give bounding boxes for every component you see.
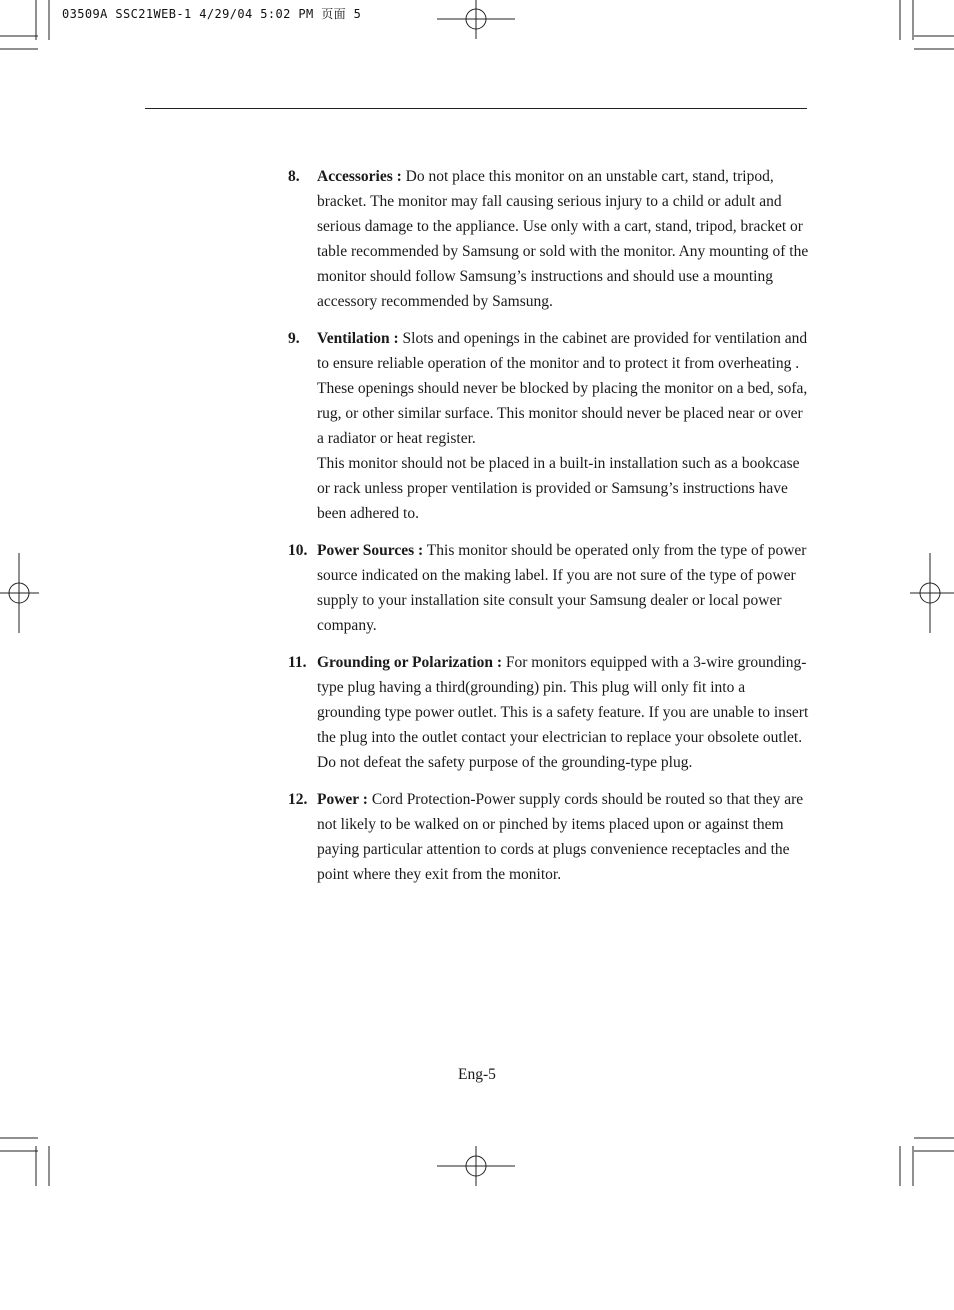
item-paragraph-text: This monitor should be operated only from the type of power source indicated on the making label. If you are not sure of the type of power supply to your installation site consult your Samsung dealer or local power company. <box>317 542 807 634</box>
item-paragraph <box>317 538 810 638</box>
list-item <box>288 538 810 638</box>
item-body <box>317 787 810 887</box>
print-slug-header: 03509A SSC21WEB-1 4/29/04 5:02 PM 页面 5 <box>62 7 362 21</box>
item-number: 9. <box>288 330 300 347</box>
item-paragraph-text: Do not place this monitor on an unstable cart, stand, tripod, bracket. The monitor may fall causing serious injury to a child or adult and serious damage to the appliance. Use only with a cart, stand, tripod, bracket or table recommended by Samsung or sold with the monitor. Any mounting of the monitor should follow Samsung’s instructions and should use a mounting accessory recommended by Samsung. <box>317 168 809 310</box>
list-item <box>288 326 810 526</box>
item-number: 8. <box>288 168 300 185</box>
item-paragraph <box>317 451 810 526</box>
header-rule <box>145 108 807 109</box>
item-paragraph <box>317 787 810 887</box>
item-paragraph-text: Slots and openings in the cabinet are provided for ventilation and to ensure reliable operation of the monitor and to protect it from overheating . These openings should never be blocked by placing the monitor on a bed, sofa, rug, or other similar surface. This monitor should never be placed near or over a radiator or heat register. <box>317 330 808 447</box>
item-paragraph <box>317 326 810 451</box>
item-title: Ventilation : <box>317 330 399 347</box>
item-body <box>317 538 810 638</box>
page-number: Eng-5 <box>458 1066 496 1083</box>
item-title: Power : <box>317 791 368 808</box>
item-number: 12. <box>288 791 308 808</box>
item-title: Grounding or Polarization : <box>317 654 503 671</box>
item-paragraph-text: For monitors equipped with a 3-wire grounding-type plug having a third(grounding) pin. This plug will only fit into a grounding type power outlet. This is a safety feature. If you are unable to insert the plug into the outlet contact your electrician to replace your obsolete outlet. Do not defeat the safety purpose of the grounding-type plug. <box>317 654 809 771</box>
list-item <box>288 650 810 775</box>
list-item <box>288 164 810 314</box>
item-body <box>317 650 810 775</box>
list-item <box>288 787 810 887</box>
item-paragraph <box>317 164 810 314</box>
item-number: 11. <box>288 654 307 671</box>
item-title: Accessories : <box>317 168 402 185</box>
item-title: Power Sources : <box>317 542 424 559</box>
item-paragraph <box>317 650 810 775</box>
item-body <box>317 164 810 314</box>
safety-instructions-list <box>288 164 810 899</box>
item-body <box>317 326 810 526</box>
item-paragraph-text: Cord Protection-Power supply cords should be routed so that they are not likely to be walked on or pinched by items placed upon or against them paying particular attention to cords at plugs convenience receptacles and the point where they exit from the monitor. <box>317 791 804 883</box>
item-number: 10. <box>288 542 308 559</box>
item-paragraph-text: This monitor should not be placed in a built-in installation such as a bookcase or rack unless proper ventilation is provided or Samsung’s instructions have been adhered to. <box>317 455 800 522</box>
